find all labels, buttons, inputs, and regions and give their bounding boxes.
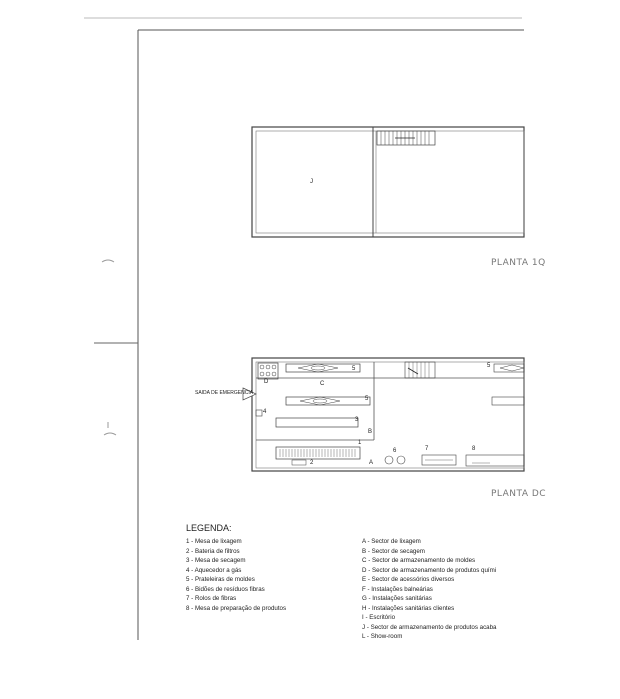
legend-item: 4 - Aquecedor a gás bbox=[186, 566, 242, 574]
legend-item: C - Sector de armazenamento de moldes bbox=[362, 557, 476, 564]
mould-shelf bbox=[494, 364, 524, 372]
legend-item: H - Instalações sanitárias clientes bbox=[362, 604, 455, 612]
legend-item: D - Sector de armazenamento de produtos quími bbox=[362, 566, 497, 574]
legend-sector-list bbox=[362, 537, 524, 642]
legend-item: L - Show-room bbox=[362, 633, 403, 640]
item-number: 5 bbox=[487, 363, 491, 369]
item-number: 3 bbox=[355, 417, 359, 423]
legend-item: 5 - Prateleiras de moldes bbox=[186, 576, 255, 583]
legend-item: 7 - Rolos de fibras bbox=[186, 595, 237, 602]
lower-floor-plan bbox=[243, 358, 524, 471]
filter-battery bbox=[292, 460, 306, 465]
upper-floor-plan bbox=[252, 127, 524, 237]
legend-item: F - Instalações balneárias bbox=[362, 585, 433, 593]
legend-equipment-list bbox=[186, 537, 286, 613]
lower-plan-caption: PLANTA DC bbox=[491, 489, 547, 499]
item-number: 7 bbox=[425, 446, 429, 452]
legend-title: LEGENDA: bbox=[186, 523, 232, 533]
room-label-b: B bbox=[368, 429, 373, 435]
item-number: 6 bbox=[393, 448, 397, 454]
item-number: 5 bbox=[352, 366, 356, 372]
sanding-table bbox=[276, 447, 360, 459]
shelf bbox=[492, 397, 524, 405]
legend-item: I - Escritório bbox=[362, 614, 396, 621]
room-label-c: C bbox=[320, 381, 325, 387]
gas-heater bbox=[256, 410, 262, 416]
legend-item: J - Sector de armazenamento de produtos acaba bbox=[362, 623, 497, 631]
item-number: 4 bbox=[263, 409, 267, 415]
item-number: 2 bbox=[310, 460, 314, 466]
margin-mark bbox=[102, 260, 114, 262]
upper-stairs bbox=[377, 131, 435, 145]
legend-item: 6 - Bidões de resíduos fibras bbox=[186, 585, 265, 593]
waste-bin bbox=[385, 456, 393, 464]
margin-mark bbox=[104, 433, 116, 435]
item-number: 1 bbox=[358, 440, 362, 446]
legend-item: G - Instalações sanitárias bbox=[362, 595, 432, 602]
legend-item: B - Sector de secagem bbox=[362, 547, 425, 555]
legend-item: 3 - Mesa de secagem bbox=[186, 557, 246, 564]
legend-item: 8 - Mesa de preparação de produtos bbox=[186, 604, 287, 612]
exit-label: SAIDA DE EMERGENCIA bbox=[195, 390, 254, 396]
room-label-j: J bbox=[310, 179, 313, 185]
item-number: 5 bbox=[365, 396, 369, 402]
legend-item: 1 - Mesa de lixagem bbox=[186, 538, 242, 545]
item-number: 8 bbox=[472, 446, 476, 452]
legend-item: 2 - Bateria de filtros bbox=[186, 547, 240, 555]
lower-stairs bbox=[405, 362, 435, 378]
legend-item: E - Sector de acessórios diversos bbox=[362, 576, 455, 583]
mould-shelf bbox=[286, 397, 370, 405]
room-label-a: A bbox=[369, 460, 374, 466]
preparation-table bbox=[466, 455, 524, 466]
waste-bin bbox=[397, 456, 405, 464]
legend-item: A - Sector de lixagem bbox=[362, 538, 421, 545]
drying-table bbox=[276, 418, 358, 427]
upper-plan-caption: PLANTA 1Q bbox=[491, 258, 546, 268]
room-label-d: D bbox=[264, 379, 269, 385]
